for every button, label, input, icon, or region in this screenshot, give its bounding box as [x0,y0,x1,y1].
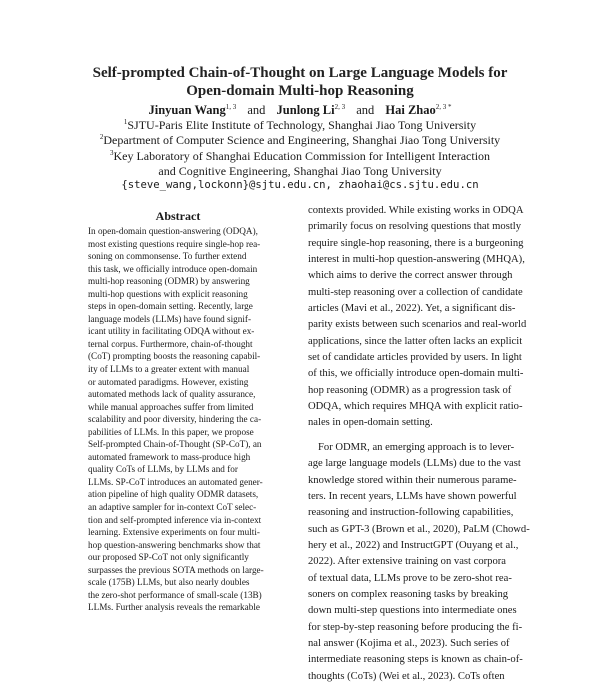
abstract-line: learning. Extensive experiments on four multi- [88,527,260,538]
abstract-line: multi-hop reasoning (ODMR) by answering [88,276,250,287]
text-line: articles (Mavi et al., 2022). Yet, a significant dis- [308,303,516,315]
author-marks: 2, 3 * [435,103,452,111]
affiliation-text: Key Laboratory of Shanghai Education Commission for Intelligent Interaction [113,148,491,163]
text-line: require single-hop reasoning, there is a burgeoning [308,237,524,249]
text-line: down multi-step questions into intermediate ones [308,605,517,617]
affiliation-text: SJTU-Paris Elite Institute of Technology, Shanghai Jiao Tong University [127,118,477,132]
abstract-line: scale (175B) LLMs, but also nearly doubles [88,577,250,588]
text-line: 2022). After extensive training on vast corpora [308,556,506,568]
author-name: Junlong Li [276,103,335,117]
abstract-line: an adaptive sampler for in-context CoT selec- [88,502,257,513]
text-line: reasoning and instruction-following capabilities, [308,507,514,519]
affiliation-line [40,164,560,179]
affiliation-mark: 3 [109,148,114,157]
abstract-line: our proposed SP-CoT not only significantly [88,552,249,563]
abstract-line: automated framework to mass-produce high [88,451,251,462]
abstract-line: hop question-answering benchmarks show that [88,539,261,550]
text-line: contexts provided. While existing works in ODQA [308,205,524,216]
author-marks: 2, 3 [334,103,346,111]
abstract-line: or automated paradigms. However, existing [88,376,249,387]
author-marks: 1, 3 [225,103,237,111]
abstract-line: quality CoTs of LLMs, by LLMs and for [88,464,238,475]
abstract-line: icant utility in facilitating ODQA without ex- [88,326,255,337]
and-word: and [247,103,266,117]
text-line: parity exists between such scenarios and real-world [308,319,527,331]
author-name: Hai Zhao [385,103,436,117]
text-line: thoughts (CoTs) (Wei et al., 2023). CoTs often [308,670,505,682]
affiliation-mark: 1 [123,118,128,126]
and-word: and [356,103,375,117]
text-line: hery et al., 2022) and InstructGPT (Ouyang et al., [308,539,519,551]
abstract-line: (CoT) prompting boosts the reasoning capabil- [88,351,261,362]
text-line: set of candidate articles provided by users. In light [308,352,522,364]
abstract-line: surpasses the previous SOTA methods on large- [88,564,264,575]
abstract-line: most existing questions require single-hop rea- [88,238,261,249]
abstract-line: soning on commonsense. To further extend [88,251,247,262]
abstract-body [88,225,275,613]
affiliation-mark: 2 [99,133,104,142]
author-list [40,102,560,118]
text-line: of this, we officially introduce open-domain multi- [308,368,524,380]
text-line: hop reasoning (ODMR) as a progression task of [308,384,512,396]
abstract-line: Self-prompted Chain-of-Thought (SP-CoT), an [88,439,262,450]
affiliation-text: and Cognitive Engineering, Shanghai Jiao Tong University [158,163,442,178]
abstract-line: ternal corpus. Furthermore, chain-of-thought [88,338,253,349]
text-line: which aims to derive the correct answer through [308,270,513,282]
text-line: interest in multi-hop question-answering (MHQA), [308,254,525,266]
text-line: nales in open-domain setting. [308,417,433,429]
affiliation-text: Department of Computer Science and Engineering, Shanghai Jiao Tong University [103,133,501,148]
text-line: soners on complex reasoning tasks by breaking [308,588,509,600]
abstract-line: the zero-shot performance of small-scale (13B) [88,589,262,600]
abstract-line: multi-hop questions with explicit reasoning [88,288,248,299]
affiliation-line [40,133,560,148]
paper-title [40,64,560,100]
text-line: for step-by-step reasoning before producing the fi- [308,621,523,633]
abstract-line: In open-domain question-answering (ODQA), [88,226,258,236]
paragraph-1 [308,203,554,432]
abstract-line: automated methods lack of quality assurance, [88,389,256,400]
text-line: ODQA, which requires MHQA with explicit ratio- [308,401,523,413]
text-line: intermediate reasoning steps is known as chain-of- [308,654,523,666]
text-line: knowledge stored within their numerous parame- [308,474,517,486]
author-name: Jinyuan Wang [148,103,226,117]
abstract-line: ation pipeline of high quality ODMR datasets, [88,489,259,500]
abstract-line: scalability and poor diversity, hindering the ca- [88,414,262,425]
abstract-line: pabilities of LLMs. In this paper, we propose [88,426,254,437]
affiliation-line [40,118,560,133]
text-line: nal answer (Kojima et al., 2023). Such series of [308,637,510,649]
right-column-text [308,203,554,682]
text-line: primarily focus on resolving questions that mostly [308,221,522,233]
abstract-line: LLMs. Further analysis reveals the remarkable [88,602,260,613]
abstract-line: while manual approaches suffer from limited [88,401,254,412]
abstract-line: tion and self-prompted inference via in-context [88,514,262,525]
abstract-line: this task, we officially introduce open-domain [88,263,258,274]
affiliations [40,118,560,179]
text-line: applications, since the latter often lacks an explicit [308,335,523,347]
affiliation-line [40,149,560,164]
abstract-line: steps in open-domain setting. Recently, large [88,301,253,312]
text-line: such as GPT-3 (Brown et al., 2020), PaLM (Chowd- [308,523,530,535]
paragraph-2 [300,440,554,685]
abstract-line: language models (LLMs) have found signif- [88,313,252,324]
author-emails[interactable]: {steve_wang,lockonn}@sjtu.edu.cn, zhaohai@cs.sjtu.edu.cn [121,179,479,191]
text-line: For ODMR, an emerging approach is to lever- [318,441,515,453]
text-line: ters. In recent years, LLMs have shown powerful [308,490,517,502]
text-line: age large language models (LLMs) due to the vast [308,458,521,470]
text-line: multi-step reasoning over a collection of candidate [308,286,523,298]
title-line: Open-domain Multi-hop Reasoning [186,83,414,99]
abstract-line: ity of LLMs to a greater extent with manual [88,364,250,375]
text-line: of textual data, LLMs prove to be zero-shot rea- [308,572,512,584]
title-line: Self-prompted Chain-of-Thought on Large Language Models for [92,65,508,81]
abstract-line: LLMs. SP-CoT introduces an automated gener- [88,476,263,487]
abstract-heading: Abstract [155,209,201,223]
